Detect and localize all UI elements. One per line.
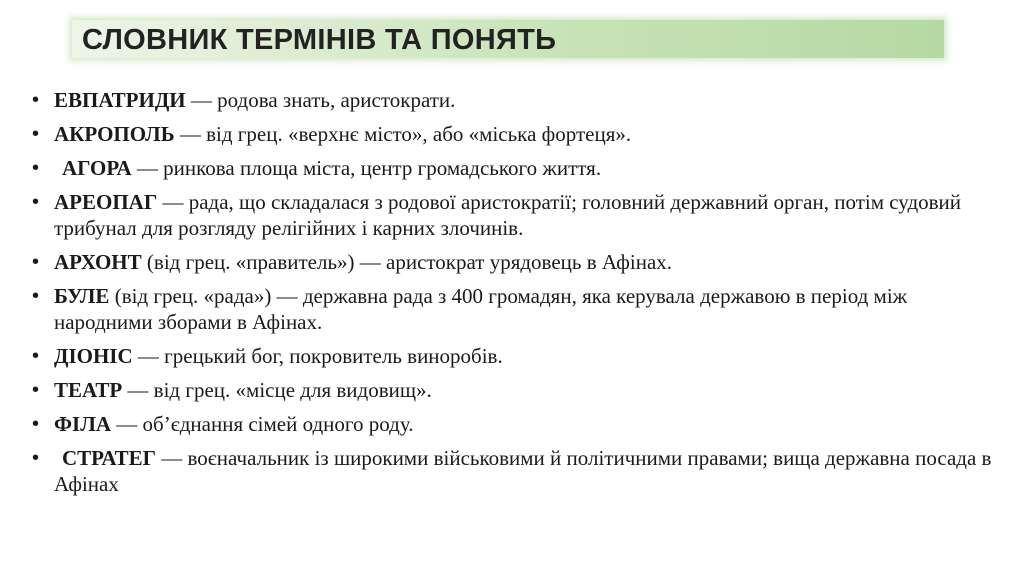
bullet-icon: • [32,89,40,111]
term-item-arkhont [32,249,992,275]
term-word: ФІЛА [54,412,112,436]
term-item-agora [32,155,992,181]
term-definition: — грецький бог, покровитель виноробів. [132,344,503,368]
term-definition: (від грец. «рада») — державна рада з 400 громадян, яка керувала державою в період між народними зборами в Афінах. [54,284,908,334]
term-item-areopag [32,189,992,241]
term-definition: — від грец. «верхнє місто», або «міська фортеця». [174,122,632,146]
term-word: АКРОПОЛЬ [54,122,175,146]
term-word: АГОРА [62,156,132,180]
term-definition: — рада, що складалася з родової аристократії; головний державний орган, потім судовий трибунал для розгляду релігійних і карних злочинів. [54,190,962,240]
term-word: ЕВПАТРИДИ [54,88,186,112]
term-definition: — від грец. «місце для видовищ». [122,378,432,402]
term-definition: — ринкова площа міста, центр громадського життя. [131,156,602,180]
bullet-icon: • [32,447,40,469]
term-word: БУЛЕ [54,284,110,308]
term-word: ТЕАТР [54,378,123,402]
term-definition: — об’єднання сімей одного роду. [111,412,414,436]
term-word: СТРАТЕГ [62,446,157,470]
term-word: АРЕОПАГ [54,190,158,214]
term-word: ДІОНІС [54,344,133,368]
bullet-icon: • [32,123,40,145]
slide-title: СЛОВНИК ТЕРМІНІВ ТА ПОНЯТЬ [82,24,557,56]
term-item-bule [32,283,992,335]
bullet-icon: • [32,345,40,367]
term-item-akropol [32,121,992,147]
bullet-icon: • [32,251,40,273]
term-definition: — родова знать, аристократи. [185,88,456,112]
term-item-strateg [32,445,992,497]
bullet-icon: • [32,285,40,307]
term-word: АРХОНТ [54,250,142,274]
term-definition: — воєначальник із широкими військовими й політичними правами; вища державна посада в Афінах [54,446,992,496]
bullet-icon: • [32,413,40,435]
term-item-evpatrydy [32,87,992,113]
term-item-teatr [32,377,992,403]
bullet-icon: • [32,379,40,401]
term-item-dionis [32,343,992,369]
terms-list [32,87,992,505]
bullet-icon: • [32,191,40,213]
bullet-icon: • [32,157,40,179]
term-definition: (від грец. «правитель») — аристократ урядовець в Афінах. [141,250,673,274]
term-item-fila [32,411,992,437]
